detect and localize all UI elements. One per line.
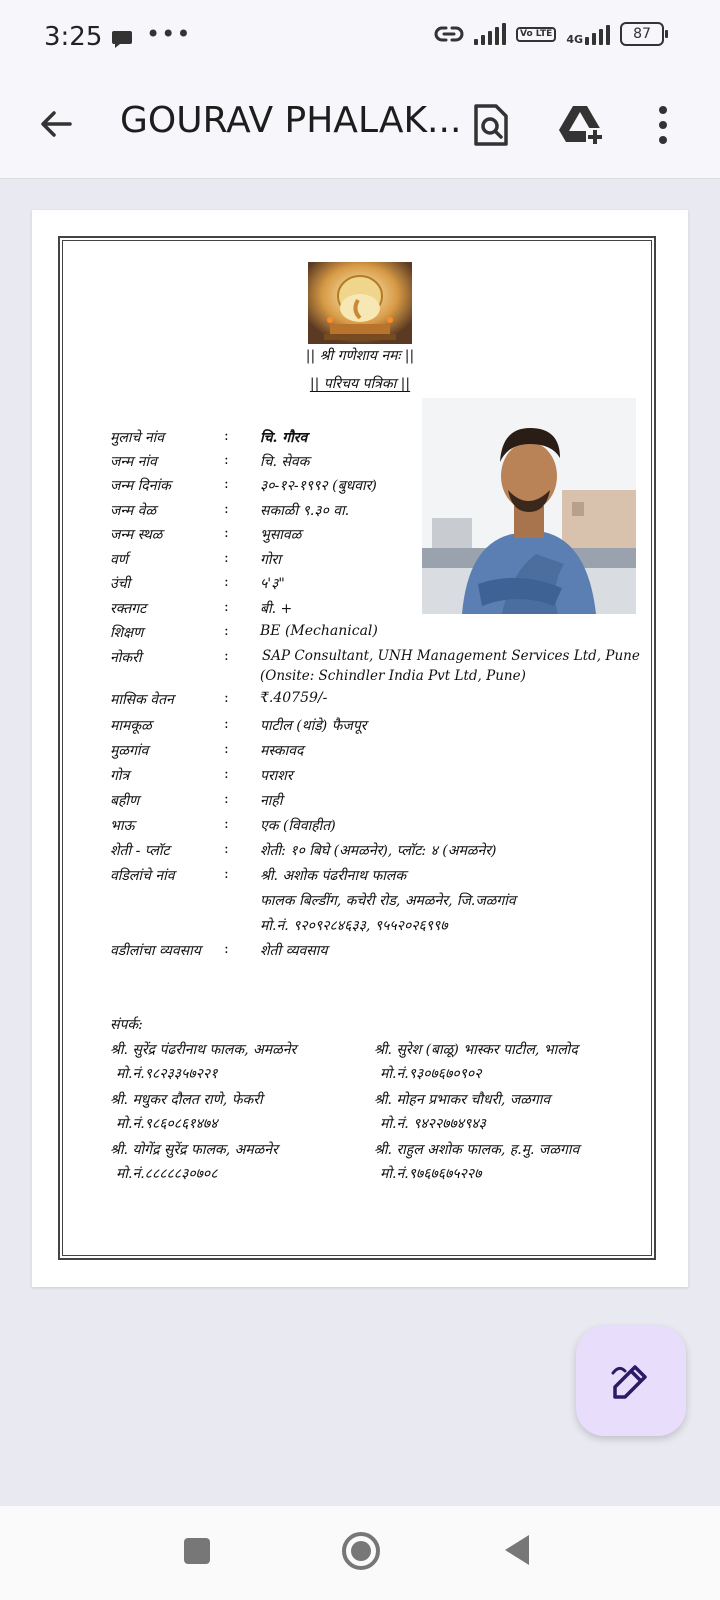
field-label: वडिलांचे नांव bbox=[110, 868, 175, 884]
field-value: पाटील (थांडे) फैजपूर bbox=[260, 718, 367, 734]
field-label: जन्म स्थळ bbox=[110, 527, 163, 543]
field-value: श्री. अशोक पंढरीनाथ फालक bbox=[260, 868, 407, 884]
field-value: ३०-१२-१९९२ (बुधवार) bbox=[260, 478, 377, 494]
status-time: 3:25 bbox=[44, 22, 103, 52]
field-label: वर्ण bbox=[110, 552, 128, 568]
field-value: सकाळी ९.३० वा. bbox=[260, 503, 350, 519]
field-value: चि. गौरव bbox=[260, 430, 308, 446]
field-colon: : bbox=[224, 501, 229, 517]
link-icon bbox=[434, 24, 464, 44]
ganesha-image bbox=[308, 262, 412, 344]
contact-phone: मो.नं.९७६७६७५२२७ bbox=[380, 1166, 482, 1182]
field-colon: : bbox=[224, 428, 229, 444]
contact-phone: मो.नं. ९४२२७७४९४३ bbox=[380, 1116, 486, 1132]
heading: || परिचय पत्रिका || bbox=[309, 376, 411, 392]
field-colon: : bbox=[224, 623, 229, 639]
field-colon: : bbox=[224, 476, 229, 492]
contact-heading: संपर्क: bbox=[110, 1017, 143, 1033]
status-bar bbox=[0, 0, 720, 80]
more-dots-icon: ••• bbox=[146, 20, 192, 48]
contact-name: श्री. सुरेंद्र पंढरीनाथ फालक, अमळनेर bbox=[110, 1042, 297, 1058]
field-colon: : bbox=[224, 574, 229, 590]
field-label: मुलाचे नांव bbox=[110, 430, 165, 446]
field-value-line3: मो.नं. ९२०९२८४६३३, ९५५२०२६९९७ bbox=[260, 918, 448, 934]
battery-icon bbox=[620, 22, 664, 46]
field-colon: : bbox=[224, 648, 229, 664]
field-value-line2: (Onsite: Schindler India Pvt Ltd, Pune) bbox=[260, 668, 526, 684]
field-label: भाऊ bbox=[110, 818, 135, 834]
field-value: मस्कावद bbox=[260, 743, 304, 759]
contact-name: श्री. मोहन प्रभाकर चौधरी, जळगाव bbox=[374, 1092, 551, 1108]
home-circle-icon[interactable] bbox=[340, 1530, 382, 1572]
field-label: मासिक वेतन bbox=[110, 692, 174, 708]
field-value: ₹.40759/- bbox=[260, 690, 328, 706]
field-colon: : bbox=[224, 766, 229, 782]
field-value: भुसावळ bbox=[260, 527, 302, 543]
contact-phone: मो.नं.९८६०८६१४७४ bbox=[116, 1116, 218, 1132]
contact-phone: मो.नं.९८२३३५७२२१ bbox=[116, 1066, 218, 1082]
field-label: जन्म नांव bbox=[110, 454, 157, 470]
field-colon: : bbox=[224, 816, 229, 832]
field-colon: : bbox=[224, 941, 229, 957]
field-value: बी. + bbox=[260, 601, 293, 617]
back-arrow-icon[interactable] bbox=[36, 104, 76, 144]
invocation: || श्री गणेशाय नमः || bbox=[305, 348, 415, 364]
field-value: नाही bbox=[260, 793, 283, 809]
app-bar bbox=[0, 80, 720, 179]
recents-square-icon[interactable] bbox=[182, 1536, 212, 1566]
field-value: चि. सेवक bbox=[260, 454, 310, 470]
back-triangle-icon[interactable] bbox=[502, 1532, 532, 1568]
contact-name: श्री. राहुल अशोक फालक, ह.मु. जळगाव bbox=[374, 1142, 580, 1158]
field-label: जन्म दिनांक bbox=[110, 478, 171, 494]
field-value-line2: फालक बिल्डींग, कचेरी रोड, अमळनेर, जि.जळगांव bbox=[260, 893, 516, 909]
field-value: गोरा bbox=[260, 552, 281, 568]
field-value: शेती: १० बिघे (अमळनेर), प्लॉट: ४ (अमळनेर) bbox=[260, 843, 497, 859]
field-label: जन्म वेळ bbox=[110, 503, 157, 519]
field-value: एक (विवाहीत) bbox=[260, 818, 336, 834]
contact-phone: मो.नं.८८८८८३०७०८ bbox=[116, 1166, 218, 1182]
more-vert-icon[interactable] bbox=[638, 100, 688, 150]
message-icon bbox=[111, 29, 133, 49]
field-colon: : bbox=[224, 741, 229, 757]
contact-name: श्री. सुरेश (बाळू) भास्कर पाटील, भालोद bbox=[374, 1042, 578, 1058]
field-label: मामकूळ bbox=[110, 718, 152, 734]
edit-fab-button[interactable] bbox=[576, 1326, 686, 1436]
battery-level: 87 bbox=[633, 26, 651, 42]
field-value: SAP Consultant, UNH Management Services Ltd, Pune bbox=[262, 648, 640, 664]
field-label: शिक्षण bbox=[110, 625, 144, 641]
field-colon: : bbox=[224, 599, 229, 615]
edit-pen-icon bbox=[609, 1359, 653, 1403]
contact-name: श्री. योगेंद्र सुरेंद्र फालक, अमळनेर bbox=[110, 1142, 278, 1158]
field-colon: : bbox=[224, 716, 229, 732]
field-label: बहीण bbox=[110, 793, 140, 809]
field-colon: : bbox=[224, 550, 229, 566]
field-value: ५'३" bbox=[260, 576, 285, 592]
field-value: पराशर bbox=[260, 768, 293, 784]
field-label: वडीलांचा व्यवसाय bbox=[110, 943, 201, 959]
document-title: GOURAV PHALAK... bbox=[120, 100, 462, 141]
field-colon: : bbox=[224, 841, 229, 857]
field-label: उंची bbox=[110, 576, 131, 592]
system-nav-bar bbox=[0, 1506, 720, 1600]
field-label: रक्तगट bbox=[110, 601, 147, 617]
network-label: 4G bbox=[566, 33, 583, 46]
signal-4g-icon bbox=[566, 23, 610, 45]
field-colon: : bbox=[224, 866, 229, 882]
field-label: नोकरी bbox=[110, 650, 142, 666]
field-label: शेती - प्लॉट bbox=[110, 843, 170, 859]
field-value: BE (Mechanical) bbox=[260, 623, 378, 639]
field-colon: : bbox=[224, 525, 229, 541]
add-to-drive-icon[interactable] bbox=[556, 100, 606, 150]
field-colon: : bbox=[224, 690, 229, 706]
contact-name: श्री. मधुकर दौलत राणे, फेकरी bbox=[110, 1092, 263, 1108]
find-in-page-icon[interactable] bbox=[466, 100, 516, 150]
volte-icon: Vo LTE bbox=[516, 27, 556, 42]
field-label: मुळगांव bbox=[110, 743, 149, 759]
field-label: गोत्र bbox=[110, 768, 130, 784]
profile-photo bbox=[422, 398, 636, 614]
contact-phone: मो.नं.९३०७६७०९०२ bbox=[380, 1066, 482, 1082]
field-colon: : bbox=[224, 791, 229, 807]
field-colon: : bbox=[224, 452, 229, 468]
signal-icon bbox=[474, 23, 506, 45]
field-value: शेती व्यवसाय bbox=[260, 943, 328, 959]
document-page[interactable] bbox=[32, 210, 688, 1287]
